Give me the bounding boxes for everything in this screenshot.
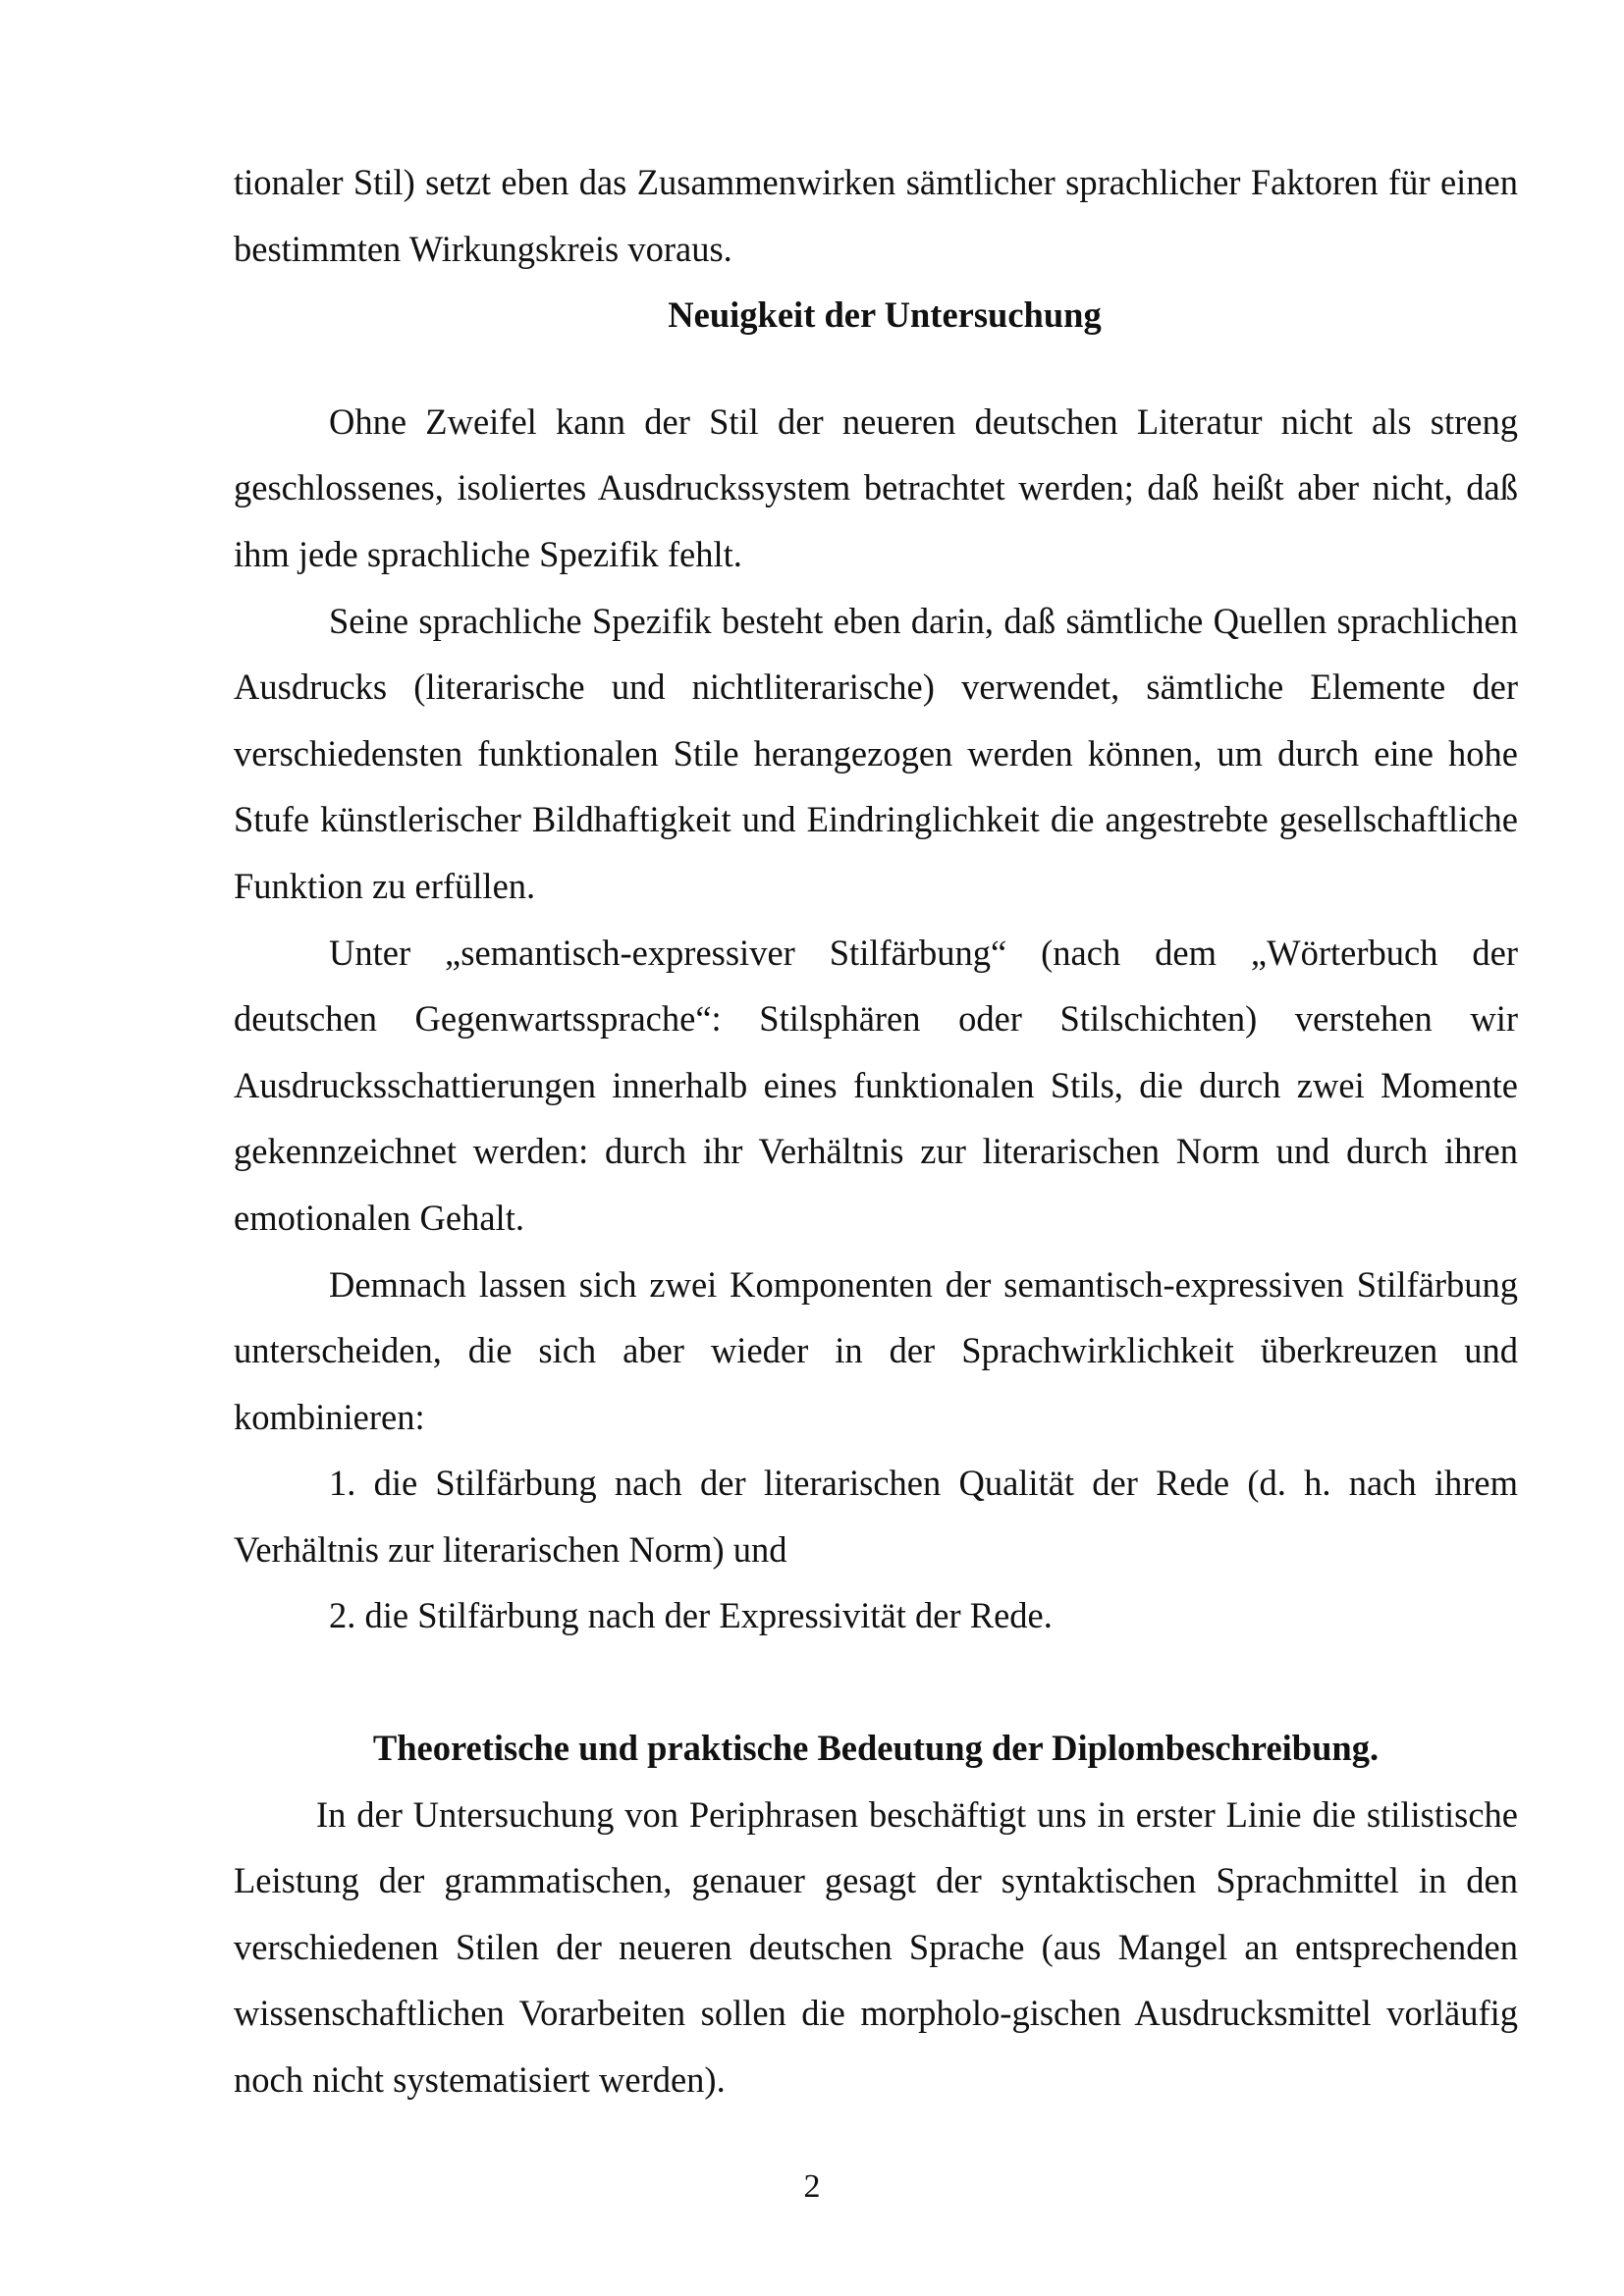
heading-significance: Theoretische und praktische Bedeutung der Diplombeschreibung. (372, 1728, 1380, 1769)
list-item-2: 2. die Stilfärbung nach der Expressivität der Rede. (329, 1595, 1053, 1636)
heading-novelty: Neuigkeit der Untersuchung (668, 294, 1102, 336)
paragraph-5: In der Untersuchung von Periphrasen beschäftigt uns in erster Linie die stilistische Leistung der grammatischen, genauer gesagt der syntaktischen Sprachmittel in den verschiedenen Stilen der neueren deutschen Sprache (aus Mangel an entsprechenden wissenschaftlichen Vorarbeiten sollen die morpholo-gischen Ausdrucksmittel vorläufig noch nicht systematisiert werden). (234, 1793, 1518, 2101)
paragraph-1: Ohne Zweifel kann der Stil der neueren deutschen Literatur nicht als streng geschlossenes, isoliertes Ausdruckssystem betrachtet werden; daß heißt aber nicht, daß ihm jede sprachliche Spezifik fehlt. (234, 400, 1518, 574)
paragraph-2: Seine sprachliche Spezifik besteht eben darin, daß sämtliche Quellen sprachlichen Ausdrucks (literarische und nichtliterarische) verwendet, sämtliche Elemente der verschiedensten funktionalen Stile herangezogen werden können, um durch eine hohe Stufe künstlerischer Bildhaftigkeit und Eindringlichkeit die angestrebte gesellschaftliche Funktion zu erfüllen. (234, 600, 1518, 906)
list-item-1: 1. die Stilfärbung nach der literarischen Qualität der Rede (d. h. nach ihrem Verhältnis zur literarischen Norm) und (234, 1463, 1518, 1570)
page-number: 2 (803, 2168, 821, 2205)
paragraph-4: Demnach lassen sich zwei Komponenten der semantisch-expressiven Stilfärbung unterscheiden, die sich aber wieder in der Sprachwirklichkeit überkreuzen und kombinieren: (234, 1263, 1518, 1437)
intro-paragraph: tionaler Stil) setzt eben das Zusammenwirken sämtlicher sprachlicher Faktoren für einen bestimmten Wirkungskreis voraus. (234, 162, 1518, 269)
paragraph-3: Unter „semantisch-expressiver Stilfärbung“ (nach dem „Wörterbuch der deutschen Gegenwartssprache“: Stilsphären oder Stilschichten) verstehen wir Ausdrucksschattierungen innerhalb eines funktionalen Stils, die durch zwei Momente gekennzeichnet werden: durch ihr Verhältnis zur literarischen Norm und durch ihren emotionalen Gehalt. (234, 932, 1518, 1238)
section-spacer (234, 1649, 1518, 1715)
page-content (234, 149, 1518, 2113)
